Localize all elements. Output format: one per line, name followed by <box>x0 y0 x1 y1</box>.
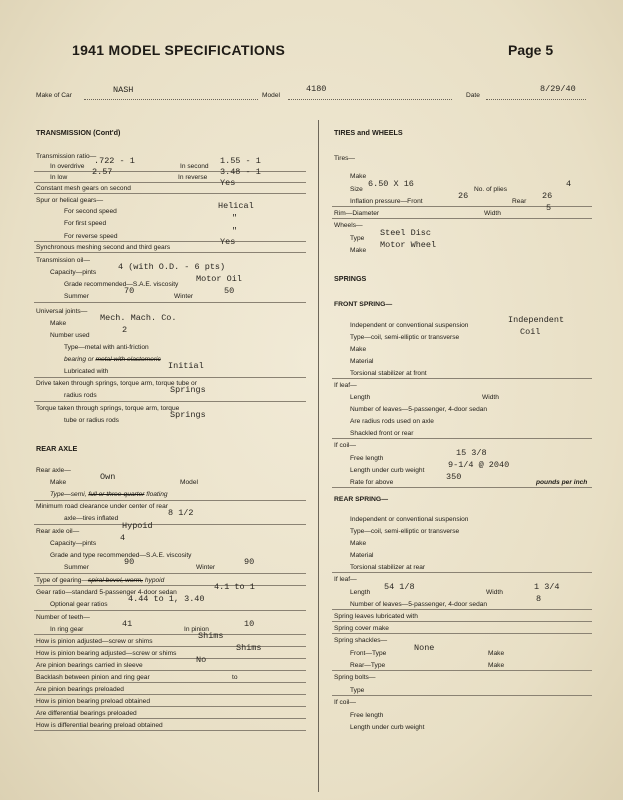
ra-oil-value: Hypoid <box>122 521 153 531</box>
f-free-value: 15 3/8 <box>456 448 487 458</box>
ra-summer-label: Summer <box>64 564 89 571</box>
r-cover-label: Spring cover make <box>334 625 389 632</box>
teeth-label: Number of teeth— <box>36 614 90 621</box>
rule <box>34 524 306 525</box>
gearing-label-2: hypoid <box>144 577 165 584</box>
pinion-adjusted-value: Shims <box>198 631 224 641</box>
gearing-line <box>36 577 164 584</box>
tires-label: Tires— <box>334 155 356 162</box>
r-bolts-type-label: Type <box>350 687 365 694</box>
rule <box>34 706 306 707</box>
ra-make-value: Own <box>100 472 116 482</box>
drive-label-2: radius rods <box>64 392 97 399</box>
rule <box>332 438 592 439</box>
spur-reverse-label: For reverse speed <box>64 233 118 240</box>
f-material-label: Material <box>350 358 374 365</box>
ring-gear-value: 41 <box>122 619 133 629</box>
f-free-label: Free length <box>350 455 384 462</box>
ra-type-label-2: floating <box>146 491 168 498</box>
rule <box>332 218 592 219</box>
torque-value: Springs <box>170 410 206 420</box>
ra-type-label: Type—semi, <box>50 491 87 498</box>
model-value: 4180 <box>306 84 327 94</box>
low-value: 2.57 <box>92 167 113 177</box>
wheel-make-value: Motor Wheel <box>380 240 437 250</box>
make-of-car-label: Make of Car <box>36 92 72 99</box>
sleeve-value: No <box>196 655 207 665</box>
wheels-label: Wheels— <box>334 222 363 229</box>
ra-winter-value: 90 <box>244 557 255 567</box>
oil-winter-value: 50 <box>224 286 235 296</box>
f-rate-unit-text: pounds per inch <box>536 479 588 486</box>
drive-label: Drive taken through springs, torque arm, torque tube or <box>36 380 197 387</box>
ra-oil-label: Rear axle oil— <box>36 528 80 535</box>
rule <box>34 730 306 731</box>
f-ifleaf-label: If leaf— <box>334 382 357 389</box>
spur-second-value: Helical <box>218 201 254 211</box>
sync-value: Yes <box>220 237 236 247</box>
ra-capacity-label: Capacity—pints <box>50 540 97 547</box>
tire-plies-value: 4 <box>566 179 572 189</box>
date-line <box>486 99 586 100</box>
uj-bearing-line <box>64 356 161 363</box>
pinion-bearing-adjusted-value: Shims <box>236 643 262 653</box>
tire-make-label: Make <box>350 173 367 180</box>
tire-front-value: 26 <box>458 191 469 201</box>
f-rate-value: 350 <box>446 472 462 482</box>
uj-number-value: 2 <box>122 325 128 335</box>
r-rear-type-label: Rear—Type <box>350 662 386 669</box>
f-type-value: Coil <box>520 327 541 337</box>
rule <box>34 241 306 242</box>
optional-ratios-value: 4.44 to 1, 3.40 <box>128 594 205 604</box>
uj-type-label: Type—metal with anti-friction <box>64 344 149 351</box>
make-of-car-line <box>84 99 258 100</box>
wheel-type-label: Type <box>350 235 365 242</box>
rule <box>34 500 306 501</box>
ra-winter-label: Winter <box>196 564 216 571</box>
f-shackled-label: Shackled front or rear <box>350 430 414 437</box>
oil-summer-label: Summer <box>64 293 89 300</box>
rule <box>34 694 306 695</box>
reverse-value: 3.48 - 1 <box>220 167 261 177</box>
f-width-label: Width <box>482 394 499 401</box>
oil-grade-label: Grade recommended—S.A.E. viscosity <box>64 281 179 288</box>
pinion-value: 10 <box>244 619 255 629</box>
ra-make-label: Make <box>50 479 67 486</box>
pinion-bearing-adjusted-label: How is pinion bearing adjusted—screw or shims <box>36 650 177 657</box>
rule <box>34 670 306 671</box>
oil-capacity-label-text: Capacity—pints <box>50 269 97 276</box>
uj-number-label: Number used <box>50 332 90 339</box>
clearance-value: 8 1/2 <box>168 508 194 518</box>
spur-second-label: For second speed <box>64 208 117 215</box>
second-value: 1.55 - 1 <box>220 156 261 166</box>
spur-first-value: " <box>232 213 238 223</box>
f-torsional-label: Torsional stabilizer at front <box>350 370 427 377</box>
overdrive-label: In overdrive <box>50 163 85 170</box>
rule <box>34 377 306 378</box>
r-front-type-value: None <box>414 643 435 653</box>
wheel-type-value: Steel Disc <box>380 228 432 238</box>
r-torsional-label: Torsional stabilizer at rear <box>350 564 426 571</box>
pinion-label: In pinion <box>184 626 209 633</box>
rule <box>34 401 306 402</box>
ra-capacity-value: 4 <box>120 533 126 543</box>
make-of-car-value: NASH <box>113 85 134 95</box>
f-indep-value: Independent <box>508 315 565 325</box>
rule <box>34 573 306 574</box>
ra-summer-value: 90 <box>124 557 135 567</box>
tire-plies-label: No. of plies <box>474 186 507 193</box>
backlash-to: to <box>232 674 238 681</box>
tire-rear-value: 26 <box>542 191 553 201</box>
rule <box>332 487 592 488</box>
r-front-make-label: Make <box>488 650 505 657</box>
rule <box>34 682 306 683</box>
pinion-preload-label: How is pinion bearing preload obtained <box>36 698 151 705</box>
uj-make-label: Make <box>50 320 67 327</box>
date-value: 8/29/40 <box>540 84 576 94</box>
r-ifleaf-label: If leaf— <box>334 576 357 583</box>
ra-type-struck: full or three-quarter <box>88 491 145 498</box>
constant-mesh-label: Constant mesh gears on second <box>36 185 131 192</box>
rule <box>34 634 306 635</box>
page-title: 1941 MODEL SPECIFICATIONS <box>72 42 286 58</box>
r-rear-make-label: Make <box>488 662 505 669</box>
f-rate-unit <box>536 479 587 486</box>
oil-capacity-value: 4 (with O.D. - 6 pts) <box>118 262 226 272</box>
rule <box>34 585 306 586</box>
r-bolts-label: Spring bolts— <box>334 674 376 681</box>
rim-diameter-label: Rim—Diameter <box>334 210 380 217</box>
rule <box>34 182 306 183</box>
r-indep-label: Independent or conventional suspension <box>350 516 469 523</box>
gearing-label: Type of gearing— <box>36 577 89 584</box>
f-indep-label: Independent or conventional suspension <box>350 322 469 329</box>
f-curb-label: Length under curb weight <box>350 467 425 474</box>
ra-grade-label: Grade and type recommended—S.A.E. viscosity <box>50 552 192 559</box>
transmission-oil-label: Transmission oil— <box>36 257 90 264</box>
pinion-preloaded-label: Are pinion bearings preloaded <box>36 686 124 693</box>
r-lubricated-label: Spring leaves lubricated with <box>334 613 418 620</box>
rule <box>34 610 306 611</box>
torque-label-2: tube or radius rods <box>64 417 119 424</box>
r-curb-label: Length under curb weight <box>350 724 425 731</box>
clearance-label-2: axle—tires inflated <box>64 515 119 522</box>
oil-grade-value: Motor Oil <box>196 274 242 284</box>
rule <box>34 193 306 194</box>
tire-size-value: 6.50 X 16 <box>368 179 414 189</box>
torque-label: Torque taken through springs, torque arm, torque <box>36 405 180 412</box>
spur-reverse-value: " <box>232 226 238 236</box>
backlash-label: Backlash between pinion and ring gear <box>36 674 150 681</box>
f-rate-label: Rate for above <box>350 479 394 486</box>
f-curb-value: 9-1/4 @ 2040 <box>448 460 510 470</box>
clearance-label: Minimum road clearance under center of rear <box>36 503 168 510</box>
low-label: In low <box>50 174 68 181</box>
optional-ratios-label: Optional gear ratios <box>50 601 108 608</box>
sleeve-label: Are pinion bearings carried in sleeve <box>36 662 143 669</box>
transmission-heading: TRANSMISSION (Cont'd) <box>36 128 121 137</box>
second-label: In second <box>180 163 209 170</box>
rule <box>332 633 592 634</box>
uj-bearing-struck: metal with elastomeric <box>95 356 161 363</box>
uj-lube-label: Lubricated with <box>64 368 109 375</box>
oil-summer-value: 70 <box>124 286 135 296</box>
rule <box>34 646 306 647</box>
r-shackles-label: Spring shackles— <box>334 637 388 644</box>
r-leaves-label: Number of leaves—5-passenger, 4-door sedan <box>350 601 488 608</box>
tires-wheels-heading: TIRES and WHEELS <box>334 128 403 137</box>
rule <box>332 609 592 610</box>
date-label: Date <box>466 92 480 99</box>
r-material-label: Material <box>350 552 374 559</box>
rear-axle-heading: REAR AXLE <box>36 444 78 453</box>
r-type-label: Type—coil, semi-elliptic or transverse <box>350 528 460 535</box>
tire-size-label: Size <box>350 186 363 193</box>
constant-mesh-value: Yes <box>220 178 236 188</box>
rule <box>34 171 306 172</box>
diff-preloaded-label: Are differential bearings preloaded <box>36 710 137 717</box>
ra-type-line <box>50 491 168 498</box>
oil-winter-label: Winter <box>174 293 194 300</box>
rule <box>34 252 306 253</box>
gear-ratio-label: Gear ratio—standard 5-passenger 4-door sedan <box>36 589 177 596</box>
f-radius-label: Are radius rods used on axle <box>350 418 434 425</box>
uj-bearing-label: bearing or <box>64 356 94 363</box>
r-width-label: Width <box>486 589 503 596</box>
rule <box>34 718 306 719</box>
rim-width-label: Width <box>484 210 501 217</box>
springs-heading: SPRINGS <box>334 274 367 283</box>
ra-model-label: Model <box>180 479 198 486</box>
model-label: Model <box>262 92 280 99</box>
gearing-struck: spiral bevel, worm, <box>88 577 144 584</box>
rim-width-value: 5 <box>546 203 552 213</box>
diff-preload-label: How is differential bearing preload obtained <box>36 722 163 729</box>
r-length-value: 54 1/8 <box>384 582 415 592</box>
model-line <box>288 99 452 100</box>
sync-label: Synchronous meshing second and third gears <box>36 244 171 251</box>
gear-ratio-value: 4.1 to 1 <box>214 582 255 592</box>
rule <box>332 206 592 207</box>
r-ifcoil-label: If coil— <box>334 699 356 706</box>
f-leaves-label: Number of leaves—5-passenger, 4-door sedan <box>350 406 488 413</box>
tire-rear-label: Rear <box>512 198 527 205</box>
r-make-label: Make <box>350 540 367 547</box>
f-length-label: Length <box>350 394 371 401</box>
transmission-ratio-label: Transmission ratio— <box>36 153 97 160</box>
rule <box>332 572 592 573</box>
front-spring-heading: FRONT SPRING— <box>334 301 393 308</box>
f-type-label: Type—coil, semi-elliptic or transverse <box>350 334 460 341</box>
reverse-label: In reverse <box>178 174 208 181</box>
drive-value: Springs <box>170 385 206 395</box>
f-ifcoil-label: If coil— <box>334 442 356 449</box>
uj-lube-value: Initial <box>168 361 204 371</box>
rule <box>332 621 592 622</box>
rule <box>34 658 306 659</box>
rule <box>332 695 592 696</box>
pinion-adjusted-label: How is pinion adjusted—screw or shims <box>36 638 153 645</box>
r-front-type-label: Front—Type <box>350 650 387 657</box>
wheel-make-label: Make <box>350 247 367 254</box>
page-number: Page 5 <box>508 42 554 58</box>
ring-gear-label: In ring gear <box>50 626 84 633</box>
column-divider <box>318 120 319 792</box>
universal-joints-label: Universal joints— <box>36 308 88 315</box>
r-width-value: 1 3/4 <box>534 582 560 592</box>
f-make-label: Make <box>350 346 367 353</box>
r-free-label: Free length <box>350 712 384 719</box>
rule <box>332 378 592 379</box>
rear-axle-label: Rear axle— <box>36 467 71 474</box>
overdrive-value: .722 - 1 <box>94 156 135 166</box>
tire-pressure-label: Inflation pressure—Front <box>350 198 423 205</box>
r-leaves-value: 8 <box>536 594 542 604</box>
rear-spring-heading: REAR SPRING— <box>334 496 389 503</box>
rule <box>34 302 306 303</box>
spur-first-label: For first speed <box>64 220 107 227</box>
oil-capacity-label <box>50 269 96 276</box>
uj-make-value: Mech. Mach. Co. <box>100 313 177 323</box>
spur-helical-label: Spur or helical gears— <box>36 197 104 204</box>
rule <box>332 670 592 671</box>
r-length-label: Length <box>350 589 371 596</box>
